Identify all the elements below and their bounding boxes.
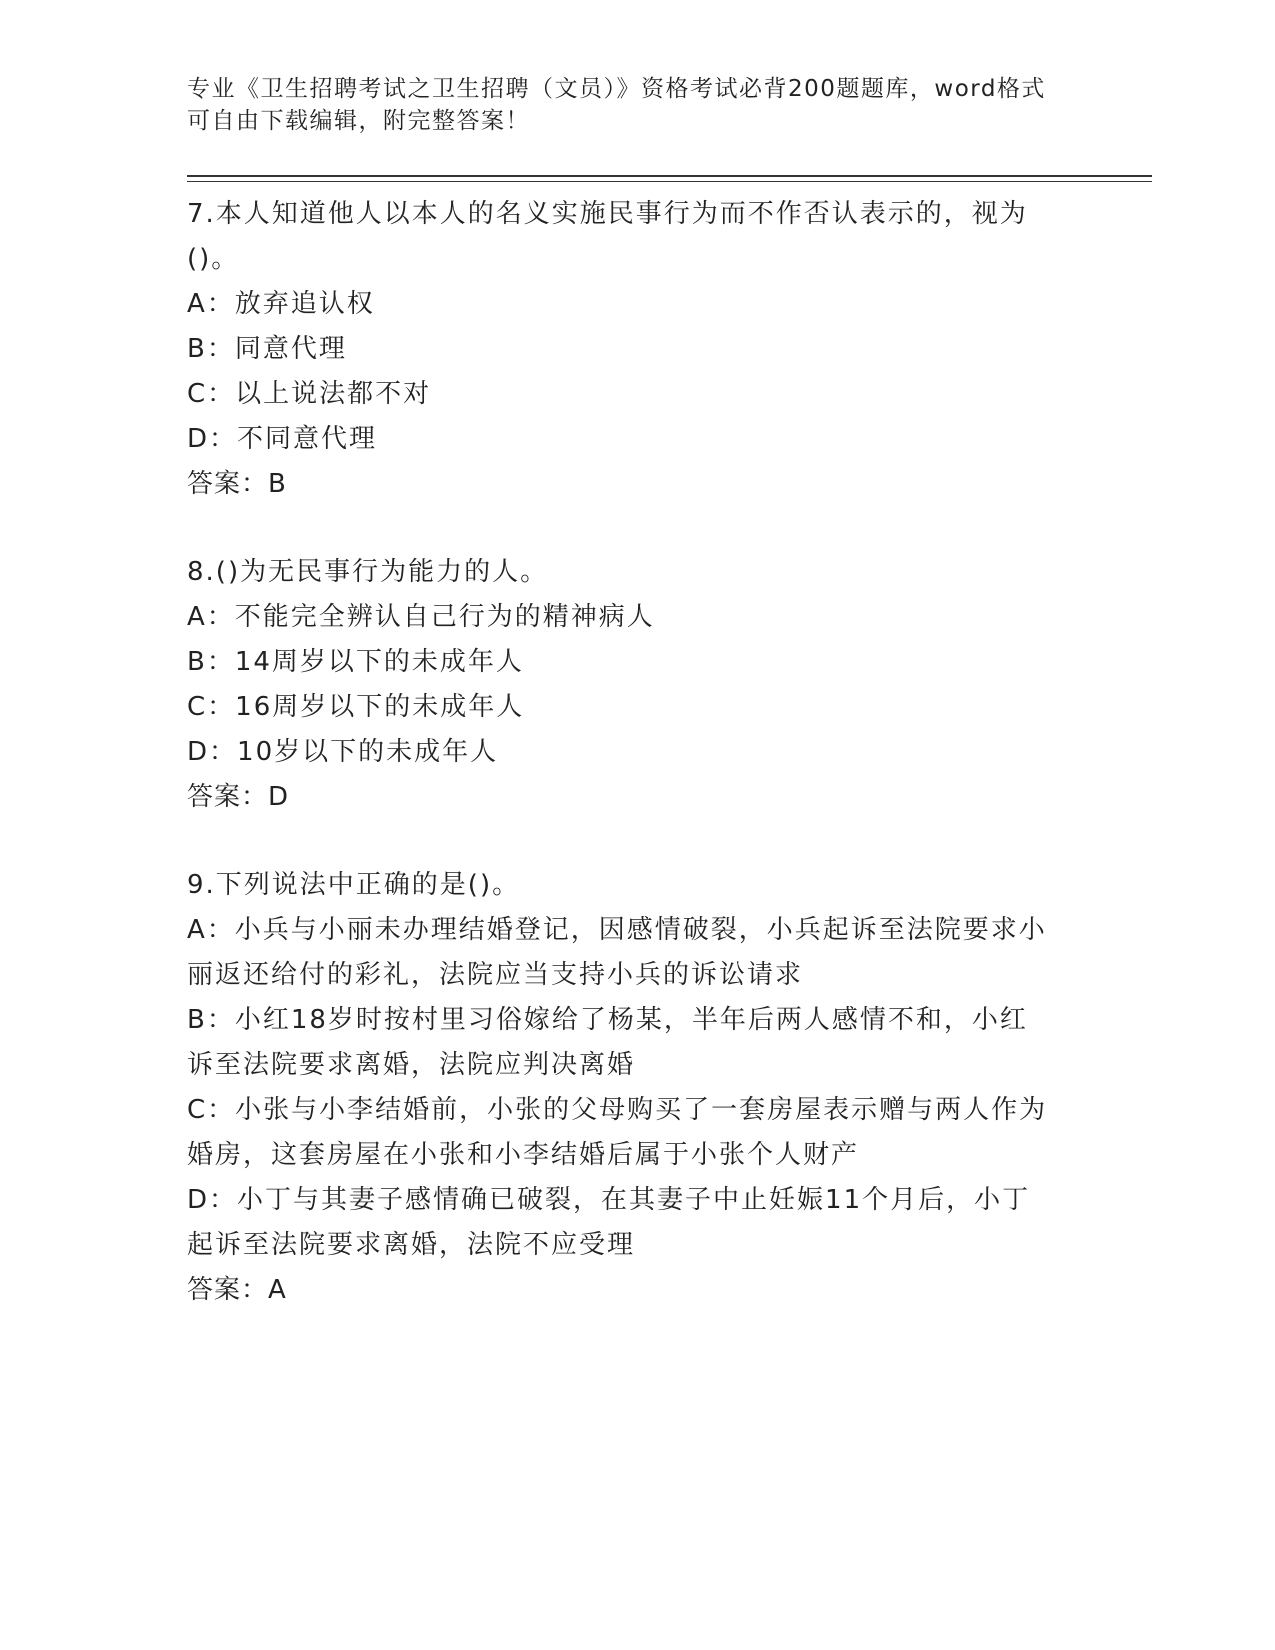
header-divider-thin: [187, 181, 1152, 182]
question-list: [187, 192, 1067, 1356]
option-a: A：小兵与小丽未办理结婚登记，因感情破裂，小兵起诉至法院要求小: [187, 915, 1047, 945]
question-stem: 9.下列说法中正确的是()。: [187, 870, 521, 900]
question-9: [187, 863, 1067, 1313]
header-divider-thick: [187, 175, 1152, 177]
option-b: B：同意代理: [187, 334, 347, 364]
option-b: B：小红18岁时按村里习俗嫁给了杨某，半年后两人感情不和，小红: [187, 1005, 1028, 1035]
option-a: A：不能完全辨认自己行为的精神病人: [187, 602, 655, 632]
question-7: [187, 192, 1067, 507]
document-header: [187, 73, 1067, 137]
answer: 答案：B: [187, 469, 287, 499]
option-c: C：以上说法都不对: [187, 379, 432, 409]
option-b-continued: 诉至法院要求离婚，法院应判决离婚: [187, 1050, 636, 1080]
question-8: [187, 550, 1067, 820]
header-line-1: 专业《卫生招聘考试之卫生招聘（文员）》资格考试必背200题题库，word格式: [187, 76, 1046, 102]
option-c-continued: 婚房，这套房屋在小张和小李结婚后属于小张个人财产: [187, 1140, 860, 1170]
option-c: C：小张与小李结婚前，小张的父母购买了一套房屋表示赠与两人作为: [187, 1095, 1048, 1125]
header-line-2: 可自由下载编辑，附完整答案！: [187, 108, 530, 134]
answer: 答案：A: [187, 1275, 287, 1305]
option-a: A：放弃追认权: [187, 289, 375, 319]
option-b: B：14周岁以下的未成年人: [187, 647, 524, 677]
option-c: C：16周岁以下的未成年人: [187, 692, 525, 722]
option-a-continued: 丽返还给付的彩礼，法院应当支持小兵的诉讼请求: [187, 960, 804, 990]
question-stem: 8.()为无民事行为能力的人。: [187, 557, 549, 587]
question-stem: ()。: [187, 244, 240, 274]
option-d-continued: 起诉至法院要求离婚，法院不应受理: [187, 1230, 636, 1260]
option-d: D：10岁以下的未成年人: [187, 737, 499, 767]
option-d: D：不同意代理: [187, 424, 378, 454]
option-d: D：小丁与其妻子感情确已破裂，在其妻子中止妊娠11个月后，小丁: [187, 1185, 1031, 1215]
answer: 答案：D: [187, 782, 290, 812]
question-stem: 7.本人知道他人以本人的名义实施民事行为而不作否认表示的，视为: [187, 199, 1028, 229]
